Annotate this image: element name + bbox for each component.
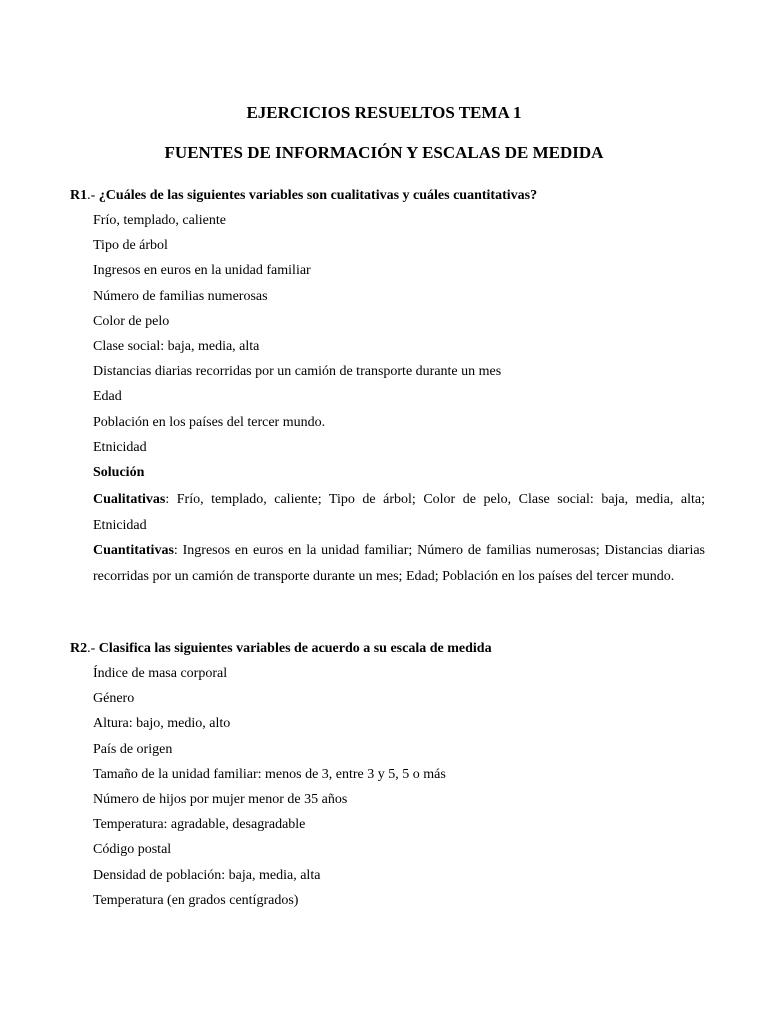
cualitativas-label: Cualitativas: [93, 492, 166, 507]
solution-cuantitativas: [93, 538, 705, 589]
question-r2: [70, 640, 710, 658]
list-item: Género: [93, 691, 135, 707]
list-item: Tipo de árbol: [93, 238, 168, 254]
r2-variable-list: [93, 664, 705, 916]
list-item: Altura: bajo, medio, alto: [93, 716, 231, 732]
r1-variable-list: [93, 211, 705, 463]
list-item: Temperatura: agradable, desagradable: [93, 817, 306, 833]
question-r2-label: R2: [70, 641, 88, 656]
list-item: Tamaño de la unidad familiar: menos de 3, entre 3 y 5, 5 o más: [93, 766, 446, 782]
question-r2-separator: .-: [87, 641, 96, 656]
list-item: Distancias diarias recorridas por un camión de transporte durante un mes: [93, 364, 502, 380]
document-subtitle: FUENTES DE INFORMACIÓN Y ESCALAS DE MEDIDA: [164, 143, 604, 162]
list-item: Clase social: baja, media, alta: [93, 338, 260, 354]
question-r1: [70, 187, 710, 205]
document-title: EJERCICIOS RESUELTOS TEMA 1: [246, 103, 522, 122]
list-item: Color de pelo: [93, 313, 170, 329]
cualitativas-text: : Frío, templado, caliente; Tipo de árbol; Color de pelo, Clase social: baja, media, alta; Etnicidad: [93, 492, 705, 533]
question-r1-separator: .-: [87, 188, 96, 203]
question-r2-text: Clasifica las siguientes variables de acuerdo a su escala de medida: [98, 641, 492, 656]
list-item: Número de hijos por mujer menor de 35 años: [93, 791, 348, 807]
list-item: Ingresos en euros en la unidad familiar: [93, 263, 311, 279]
list-item: Densidad de población: baja, media, alta: [93, 867, 321, 883]
question-r1-text: ¿Cuáles de las siguientes variables son cualitativas y cuáles cuantitativas?: [98, 188, 538, 203]
list-item: Número de familias numerosas: [93, 288, 268, 304]
list-item: Frío, templado, caliente: [93, 213, 226, 228]
list-item: Temperatura (en grados centígrados): [93, 892, 299, 908]
list-item: País de origen: [93, 741, 173, 757]
cuantitativas-text: : Ingresos en euros en la unidad familiar; Número de familias numerosas; Distancias diarias recorridas por un camión de transporte durante un mes; Edad; Población en los países del tercer mundo.: [93, 543, 705, 584]
list-item: Población en los países del tercer mundo.: [93, 414, 326, 430]
solution-heading: Solución: [93, 465, 145, 480]
solution-cualitativas: [93, 487, 705, 538]
cuantitativas-label: Cuantitativas: [93, 543, 174, 558]
question-r1-label: R1: [70, 188, 88, 203]
list-item: Edad: [93, 389, 122, 405]
list-item: Índice de masa corporal: [93, 666, 228, 681]
list-item: Etnicidad: [93, 439, 147, 455]
list-item: Código postal: [93, 842, 172, 858]
